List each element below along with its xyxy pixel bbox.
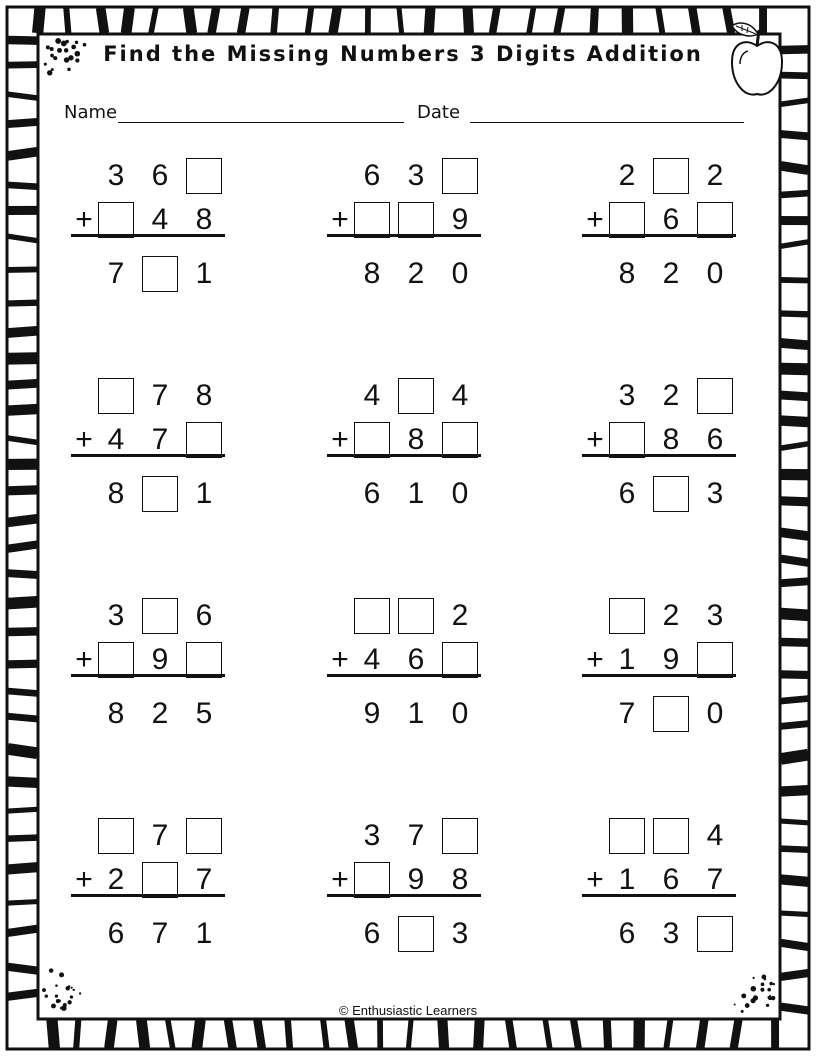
sum-digit: 5 — [195, 697, 213, 730]
sum-digit: 8 — [107, 477, 125, 510]
top-addend-digit: 2 — [706, 159, 724, 192]
top-addend-digit: 2 — [451, 599, 469, 632]
plus-sign: + — [586, 203, 604, 236]
addition-problem — [586, 818, 779, 978]
sum-digit: 1 — [195, 257, 213, 290]
sum-digit: 6 — [618, 477, 636, 510]
plus-sign: + — [586, 643, 604, 676]
plus-sign: + — [75, 203, 93, 236]
sum-line — [71, 454, 225, 457]
sum-line — [582, 454, 736, 457]
addition-problem — [331, 378, 524, 538]
sum-digit: 8 — [618, 257, 636, 290]
missing-digit-box[interactable] — [398, 378, 434, 414]
sum-line — [327, 234, 481, 237]
missing-digit-box[interactable] — [398, 916, 434, 952]
missing-digit-box[interactable] — [98, 378, 134, 414]
missing-digit-box[interactable] — [442, 642, 478, 678]
sum-digit: 7 — [107, 257, 125, 290]
sum-digit: 2 — [662, 257, 680, 290]
top-addend-digit: 3 — [706, 599, 724, 632]
missing-digit-box[interactable] — [609, 202, 645, 238]
sum-digit: 1 — [195, 477, 213, 510]
missing-digit-box[interactable] — [142, 862, 178, 898]
top-addend-digit: 3 — [107, 599, 125, 632]
addition-problem — [75, 598, 268, 758]
top-addend-digit: 8 — [195, 379, 213, 412]
missing-digit-box[interactable] — [442, 422, 478, 458]
sum-digit: 0 — [451, 257, 469, 290]
plus-sign: + — [75, 423, 93, 456]
bottom-addend-digit: 8 — [662, 423, 680, 456]
top-addend-digit: 3 — [363, 819, 381, 852]
missing-digit-box[interactable] — [653, 158, 689, 194]
sum-line — [327, 674, 481, 677]
sum-digit: 0 — [706, 697, 724, 730]
bottom-addend-digit: 2 — [107, 863, 125, 896]
bottom-addend-digit: 1 — [618, 643, 636, 676]
plus-sign: + — [75, 643, 93, 676]
plus-sign: + — [75, 863, 93, 896]
sum-digit: 9 — [363, 697, 381, 730]
top-addend-digit: 3 — [618, 379, 636, 412]
sum-digit: 1 — [407, 477, 425, 510]
top-addend-digit: 6 — [195, 599, 213, 632]
missing-digit-box[interactable] — [354, 862, 390, 898]
missing-digit-box[interactable] — [142, 598, 178, 634]
plus-sign: + — [331, 643, 349, 676]
bottom-addend-digit: 9 — [451, 203, 469, 236]
missing-digit-box[interactable] — [653, 476, 689, 512]
sum-digit: 8 — [107, 697, 125, 730]
bottom-addend-digit: 4 — [107, 423, 125, 456]
bottom-addend-digit: 6 — [407, 643, 425, 676]
top-addend-digit: 3 — [107, 159, 125, 192]
missing-digit-box[interactable] — [609, 422, 645, 458]
plus-sign: + — [586, 863, 604, 896]
addition-problem — [586, 598, 779, 758]
sum-line — [327, 894, 481, 897]
bottom-addend-digit: 9 — [151, 643, 169, 676]
missing-digit-box[interactable] — [354, 422, 390, 458]
sum-digit: 0 — [451, 697, 469, 730]
plus-sign: + — [586, 423, 604, 456]
missing-digit-box[interactable] — [186, 642, 222, 678]
sum-digit: 1 — [407, 697, 425, 730]
top-addend-digit: 4 — [451, 379, 469, 412]
addition-problem — [331, 158, 524, 318]
sum-digit: 6 — [363, 917, 381, 950]
sum-digit: 1 — [195, 917, 213, 950]
missing-digit-box[interactable] — [697, 202, 733, 238]
plus-sign: + — [331, 863, 349, 896]
bottom-addend-digit: 8 — [451, 863, 469, 896]
addition-problem — [331, 818, 524, 978]
top-addend-digit: 7 — [407, 819, 425, 852]
top-addend-digit: 2 — [662, 599, 680, 632]
bottom-addend-digit: 6 — [706, 423, 724, 456]
top-addend-digit: 7 — [151, 819, 169, 852]
top-addend-digit: 4 — [706, 819, 724, 852]
missing-digit-box[interactable] — [697, 378, 733, 414]
plus-sign: + — [331, 423, 349, 456]
addition-problem — [75, 818, 268, 978]
apple-icon — [728, 16, 786, 106]
missing-digit-box[interactable] — [142, 256, 178, 292]
addition-problem — [75, 378, 268, 538]
sum-digit: 3 — [451, 917, 469, 950]
missing-digit-box[interactable] — [186, 422, 222, 458]
sum-digit: 8 — [363, 257, 381, 290]
sum-digit: 0 — [706, 257, 724, 290]
addition-problem — [586, 378, 779, 538]
missing-digit-box[interactable] — [98, 818, 134, 854]
sum-digit: 7 — [151, 917, 169, 950]
bottom-addend-digit: 7 — [151, 423, 169, 456]
sum-digit: 6 — [363, 477, 381, 510]
bottom-addend-digit: 4 — [363, 643, 381, 676]
sum-digit: 6 — [107, 917, 125, 950]
missing-digit-box[interactable] — [653, 818, 689, 854]
name-line[interactable] — [118, 122, 404, 123]
name-label: Name — [64, 102, 118, 123]
sum-digit: 2 — [407, 257, 425, 290]
addition-problem — [586, 158, 779, 318]
top-addend-digit: 6 — [363, 159, 381, 192]
missing-digit-box[interactable] — [609, 818, 645, 854]
bottom-addend-digit: 4 — [151, 203, 169, 236]
top-addend-digit: 4 — [363, 379, 381, 412]
top-addend-digit: 3 — [407, 159, 425, 192]
missing-digit-box[interactable] — [142, 476, 178, 512]
copyright-footer: © Enthusiastic Learners — [338, 1003, 478, 1018]
sum-line — [582, 894, 736, 897]
bottom-addend-digit: 9 — [407, 863, 425, 896]
bottom-addend-digit: 7 — [706, 863, 724, 896]
sum-digit: 7 — [618, 697, 636, 730]
bottom-addend-digit: 6 — [662, 203, 680, 236]
missing-digit-box[interactable] — [697, 916, 733, 952]
missing-digit-box[interactable] — [354, 598, 390, 634]
bottom-addend-digit: 6 — [662, 863, 680, 896]
sum-line — [327, 454, 481, 457]
sum-digit: 3 — [662, 917, 680, 950]
date-label: Date — [417, 102, 461, 123]
top-addend-digit: 6 — [151, 159, 169, 192]
missing-digit-box[interactable] — [186, 818, 222, 854]
sum-line — [71, 674, 225, 677]
sum-line — [582, 234, 736, 237]
missing-digit-box[interactable] — [653, 696, 689, 732]
sum-digit: 6 — [618, 917, 636, 950]
missing-digit-box[interactable] — [98, 202, 134, 238]
bottom-addend-digit: 1 — [618, 863, 636, 896]
sum-digit: 0 — [451, 477, 469, 510]
addition-problem — [331, 598, 524, 758]
missing-digit-box[interactable] — [98, 642, 134, 678]
missing-digit-box[interactable] — [186, 158, 222, 194]
missing-digit-box[interactable] — [398, 598, 434, 634]
missing-digit-box[interactable] — [609, 598, 645, 634]
missing-digit-box[interactable] — [697, 642, 733, 678]
sum-line — [582, 674, 736, 677]
bottom-addend-digit: 9 — [662, 643, 680, 676]
top-addend-digit: 2 — [618, 159, 636, 192]
missing-digit-box[interactable] — [442, 818, 478, 854]
sum-digit: 3 — [706, 477, 724, 510]
sum-line — [71, 234, 225, 237]
worksheet-title: Find the Missing Numbers 3 Digits Addition — [103, 42, 703, 66]
top-addend-digit: 7 — [151, 379, 169, 412]
bottom-addend-digit: 7 — [195, 863, 213, 896]
bottom-addend-digit: 8 — [407, 423, 425, 456]
sum-digit: 2 — [151, 697, 169, 730]
top-addend-digit: 2 — [662, 379, 680, 412]
date-line[interactable] — [470, 122, 744, 123]
missing-digit-box[interactable] — [354, 202, 390, 238]
sum-line — [71, 894, 225, 897]
bottom-addend-digit: 8 — [195, 203, 213, 236]
missing-digit-box[interactable] — [442, 158, 478, 194]
plus-sign: + — [331, 203, 349, 236]
missing-digit-box[interactable] — [398, 202, 434, 238]
addition-problem — [75, 158, 268, 318]
